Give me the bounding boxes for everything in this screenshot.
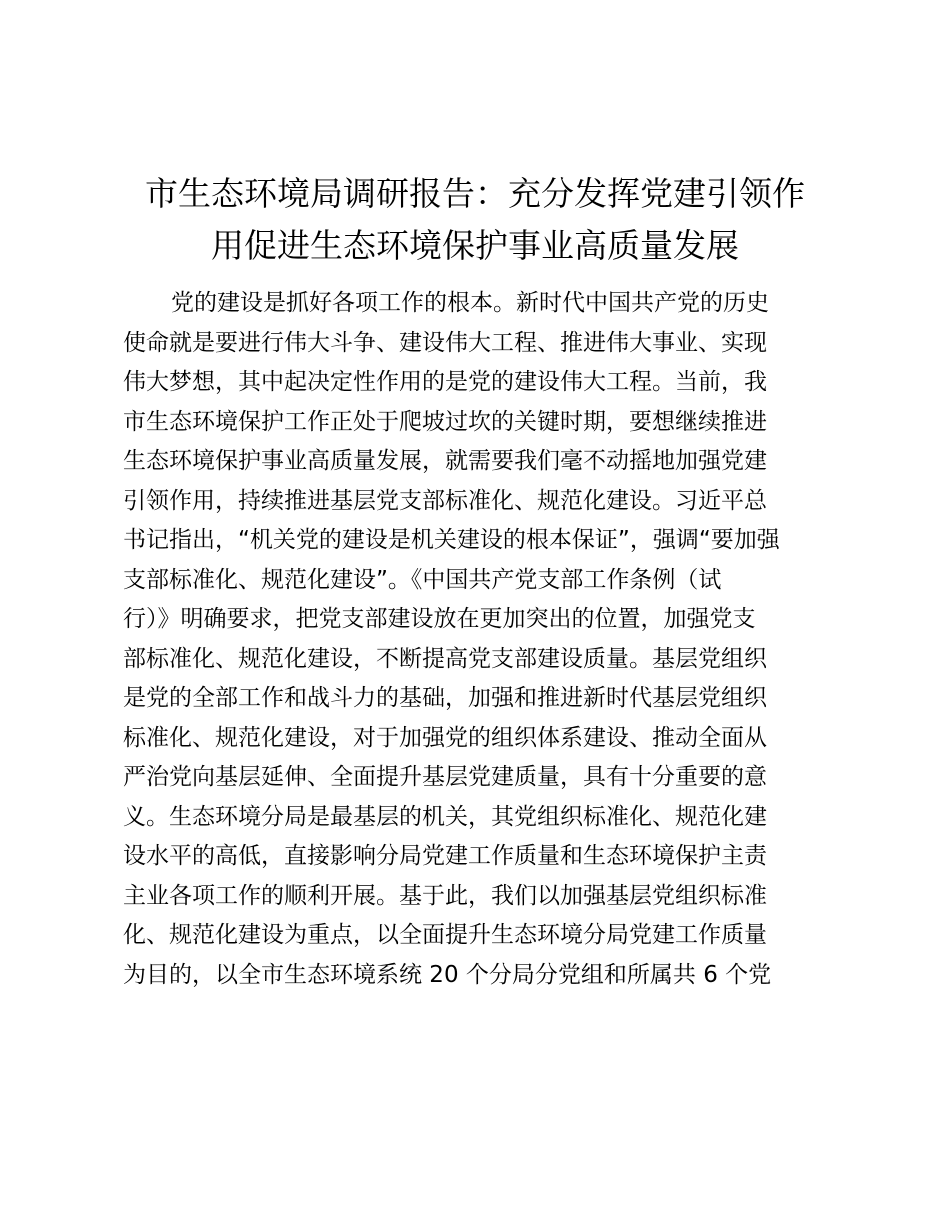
paragraph-line: 义。生态环境分局是最基层的机关，其党组织标准化、规范化建: [123, 803, 767, 830]
paragraph-line: 是党的全部工作和战斗力的基础，加强和推进新时代基层党组织: [123, 685, 767, 711]
paragraph-line: 书记指出，“机关党的建设是机关建设的根本保证”，强调“要加强: [123, 527, 780, 553]
paragraph-line: 行）》明确要求，把党支部建设放在更加突出的位置，加强党支: [123, 606, 756, 632]
paragraph-line: 引领作用，持续推进基层党支部标准化、规范化建设。习近平总: [123, 487, 767, 514]
paragraph-line: 化、规范化建设为重点，以全面提升生态环境分局党建工作质量: [123, 922, 767, 948]
paragraph-line: 伟大梦想，其中起决定性作用的是党的建设伟大工程。当前，我: [123, 369, 767, 395]
title-line: 市生态环境局调研报告：充分发挥党建引领作: [145, 174, 805, 213]
paragraph-line: 市生态环境保护工作正处于爬坡过坎的关键时期，要想继续推进: [123, 408, 767, 435]
paragraph-line: 支部标准化、规范化建设”。《中国共产党支部工作条例（试: [123, 566, 722, 593]
body-paragraph: [123, 284, 838, 995]
title-line: 用促进生态环境保护事业高质量发展: [211, 226, 739, 265]
paragraph-line: 部标准化、规范化建设，不断提高党支部建设质量。基层党组织: [123, 645, 767, 672]
paragraph-line: 主业各项工作的顺利开展。基于此，我们以加强基层党组织标准: [123, 882, 767, 909]
paragraph-line: 生态环境保护事业高质量发展，就需要我们毫不动摇地加强党建: [123, 448, 767, 474]
paragraph-line: 为目的，以全市生态环境系统 20 个分局分党组和所属共 6 个党: [123, 961, 772, 988]
paragraph-line: 严治党向基层延伸、全面提升基层党建质量，具有十分重要的意: [123, 764, 767, 790]
paragraph-line: 标准化、规范化建设，对于加强党的组织体系建设、推动全面从: [123, 724, 767, 751]
paragraph-line: 党的建设是抓好各项工作的根本。新时代中国共产党的历史: [171, 290, 769, 316]
paragraph-line: 使命就是要进行伟大斗争、建设伟大工程、推进伟大事业、实现: [123, 329, 767, 356]
paragraph-line: 设水平的高低，直接影响分局党建工作质量和生态环境保护主责: [123, 843, 767, 869]
document-title: [120, 168, 830, 272]
